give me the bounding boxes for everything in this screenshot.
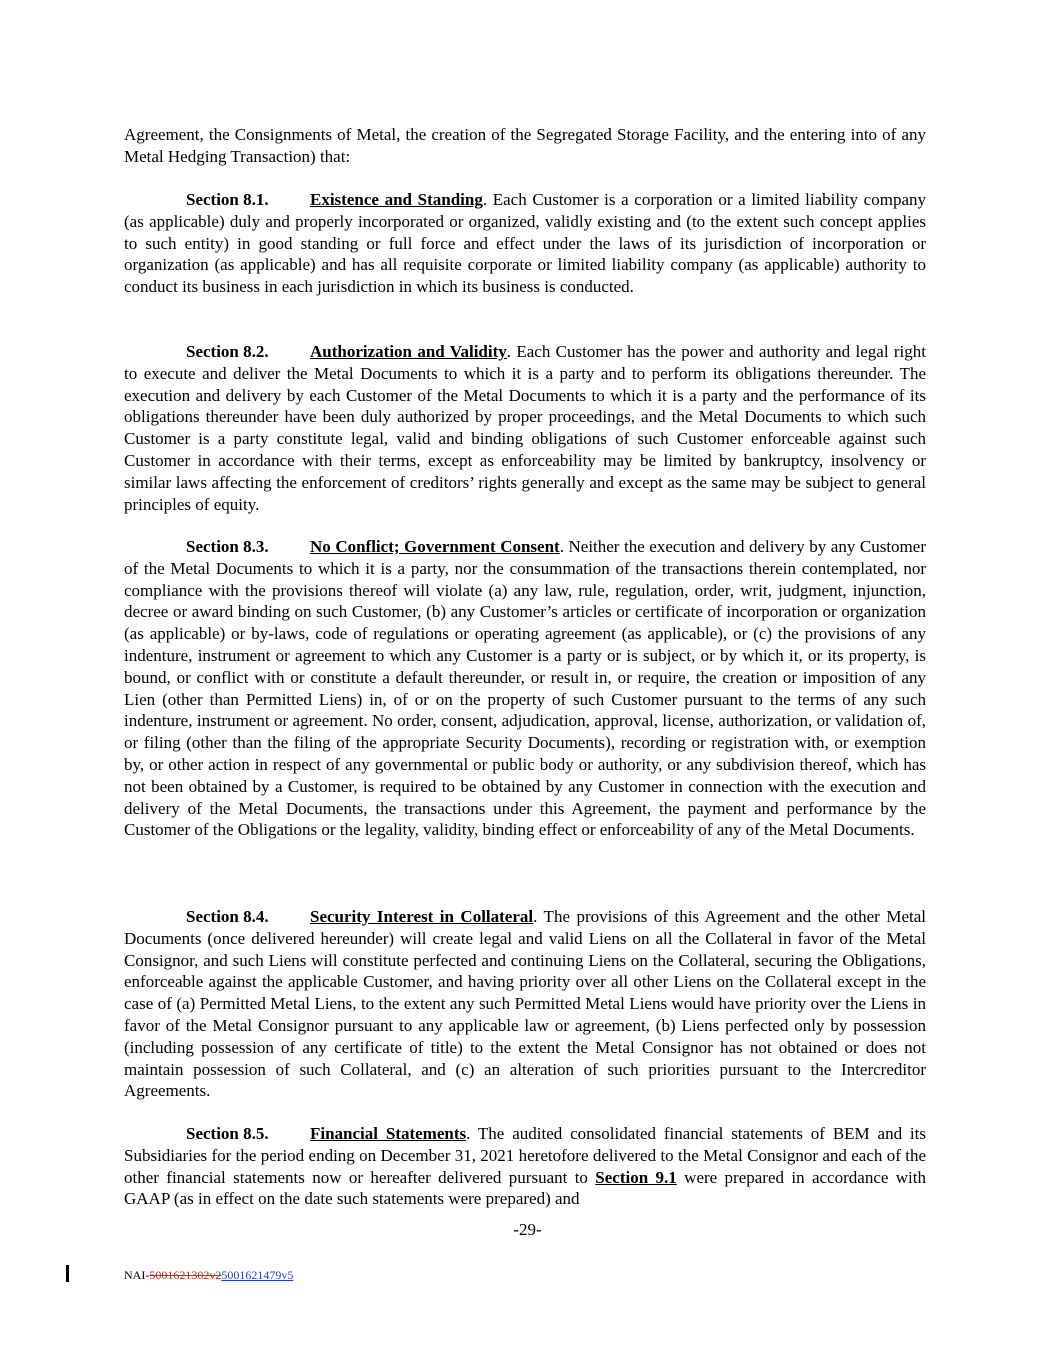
- intro-paragraph: Agreement, the Consignments of Metal, the creation of the Segregated Storage Facility, and the entering into of any Metal Hedging Transaction) that:: [124, 125, 926, 166]
- section-title: Financial Statements: [310, 1124, 467, 1143]
- section-8-5: [124, 1123, 926, 1210]
- section-body: . Each Customer is a corporation or a limited liability company (as applicable) duly and properly incorporated or organized, validly existing and (to the extent such concept applies to such entity) in good standing or full force and effect under the laws of its jurisdiction of incorporation or organization (as applicable) and has all requisite corporate or limited liability company (as applicable) authority to conduct its business in each jurisdiction in which its business is conducted.: [124, 190, 926, 297]
- revision-change-bar: [66, 1265, 69, 1282]
- section-number: Section 8.3.: [186, 537, 269, 556]
- section-number: Section 8.5.: [186, 1124, 269, 1143]
- section-number: Section 8.1.: [186, 190, 269, 209]
- section-number: Section 8.2.: [186, 342, 269, 361]
- page-number: -29-: [513, 1220, 542, 1239]
- section-cross-reference: Section 9.1: [595, 1167, 677, 1187]
- section-8-4: [124, 906, 926, 1102]
- document-id-prefix: NAI-: [124, 1268, 150, 1282]
- section-number: Section 8.4.: [186, 907, 269, 926]
- section-8-1: [124, 189, 926, 298]
- section-title: No Conflict; Government Consent: [310, 537, 560, 556]
- document-id-inserted: 5001621479v5: [221, 1268, 294, 1282]
- section-body: . The audited consolidated financial statements of BEM and its Subsidiaries for the period ending on December 31, 2021 heretofore delivered to the Metal Consignor and each of the other financial statements now or hereafter delivered pursuant to: [124, 1124, 926, 1187]
- section-body-continued: were prepared in accordance with GAAP (as in effect on the date such statements were prepared) and: [124, 1167, 926, 1209]
- section-title: Authorization and Validity: [310, 342, 507, 361]
- document-id: [124, 1268, 293, 1282]
- section-body: . The provisions of this Agreement and the other Metal Documents (once delivered hereunder) will create legal and valid Liens on all the Collateral in favor of the Metal Consignor, and such Liens will constitute perfected and continuing Liens on the Collateral, securing the Obligations, enforceable against the applicable Customer, and having priority over all other Liens on the Collateral except in the case of (a) Permitted Metal Liens, to the extent any such Permitted Metal Liens would have priority over the Liens in favor of the Metal Consignor pursuant to any applicable law or agreement, (b) Liens perfected only by possession (including possession of any certificate of title) to the extent the Metal Consignor has not obtained or does not maintain possession of such Collateral, and (c) an alteration of such priorities pursuant to the Intercreditor Agreements.: [124, 907, 926, 1101]
- section-8-2: [124, 341, 926, 515]
- section-title: Existence and Standing: [310, 190, 483, 209]
- section-title: Security Interest in Collateral: [310, 907, 534, 926]
- document-id-deleted: 5001621302v2: [149, 1268, 222, 1282]
- section-body: . Each Customer has the power and authority and legal right to execute and deliver the Metal Documents to which it is a party and to perform its obligations thereunder. The execution and delivery by each Customer of the Metal Documents to which it is a party and the performance of its obligations thereunder have been duly authorized by proper proceedings, and the Metal Documents to which such Customer is a party constitute legal, valid and binding obligations of such Customer enforceable against such Customer in accordance with their terms, except as enforceability may be limited by bankruptcy, insolvency or similar laws affecting the enforcement of creditors’ rights generally and except as the same may be subject to general principles of equity.: [124, 342, 926, 514]
- section-8-3: [124, 536, 926, 841]
- section-body: . Neither the execution and delivery by any Customer of the Metal Documents to which it is a party, nor the consummation of the transactions therein contemplated, nor compliance with the provisions thereof will violate (a) any law, rule, regulation, order, writ, judgment, injunction, decree or award binding on such Customer, (b) any Customer’s articles or certificate of incorporation or organization (as applicable) or by-laws, code of regulations or operating agreement (as applicable), or (c) the provisions of any indenture, instrument or agreement to which any Customer is a party or is subject, or by which it, or its property, is bound, or conflict with or constitute a default thereunder, or result in, or require, the creation or imposition of any Lien (other than Permitted Liens) in, of or on the property of such Customer pursuant to the terms of any such indenture, instrument or agreement. No order, consent, adjudication, approval, license, authorization, or validation of, or filing (other than the filing of the appropriate Security Documents), recording or registration with, or exemption by, or other action in respect of any governmental or public body or authority, or any subdivision thereof, which has not been obtained by a Customer, is required to be obtained by any Customer in connection with the execution and delivery of the Metal Documents, the transactions under this Agreement, the payment and performance by the Customer of the Obligations or the legality, validity, binding effect or enforceability of any of the Metal Documents.: [124, 537, 926, 840]
